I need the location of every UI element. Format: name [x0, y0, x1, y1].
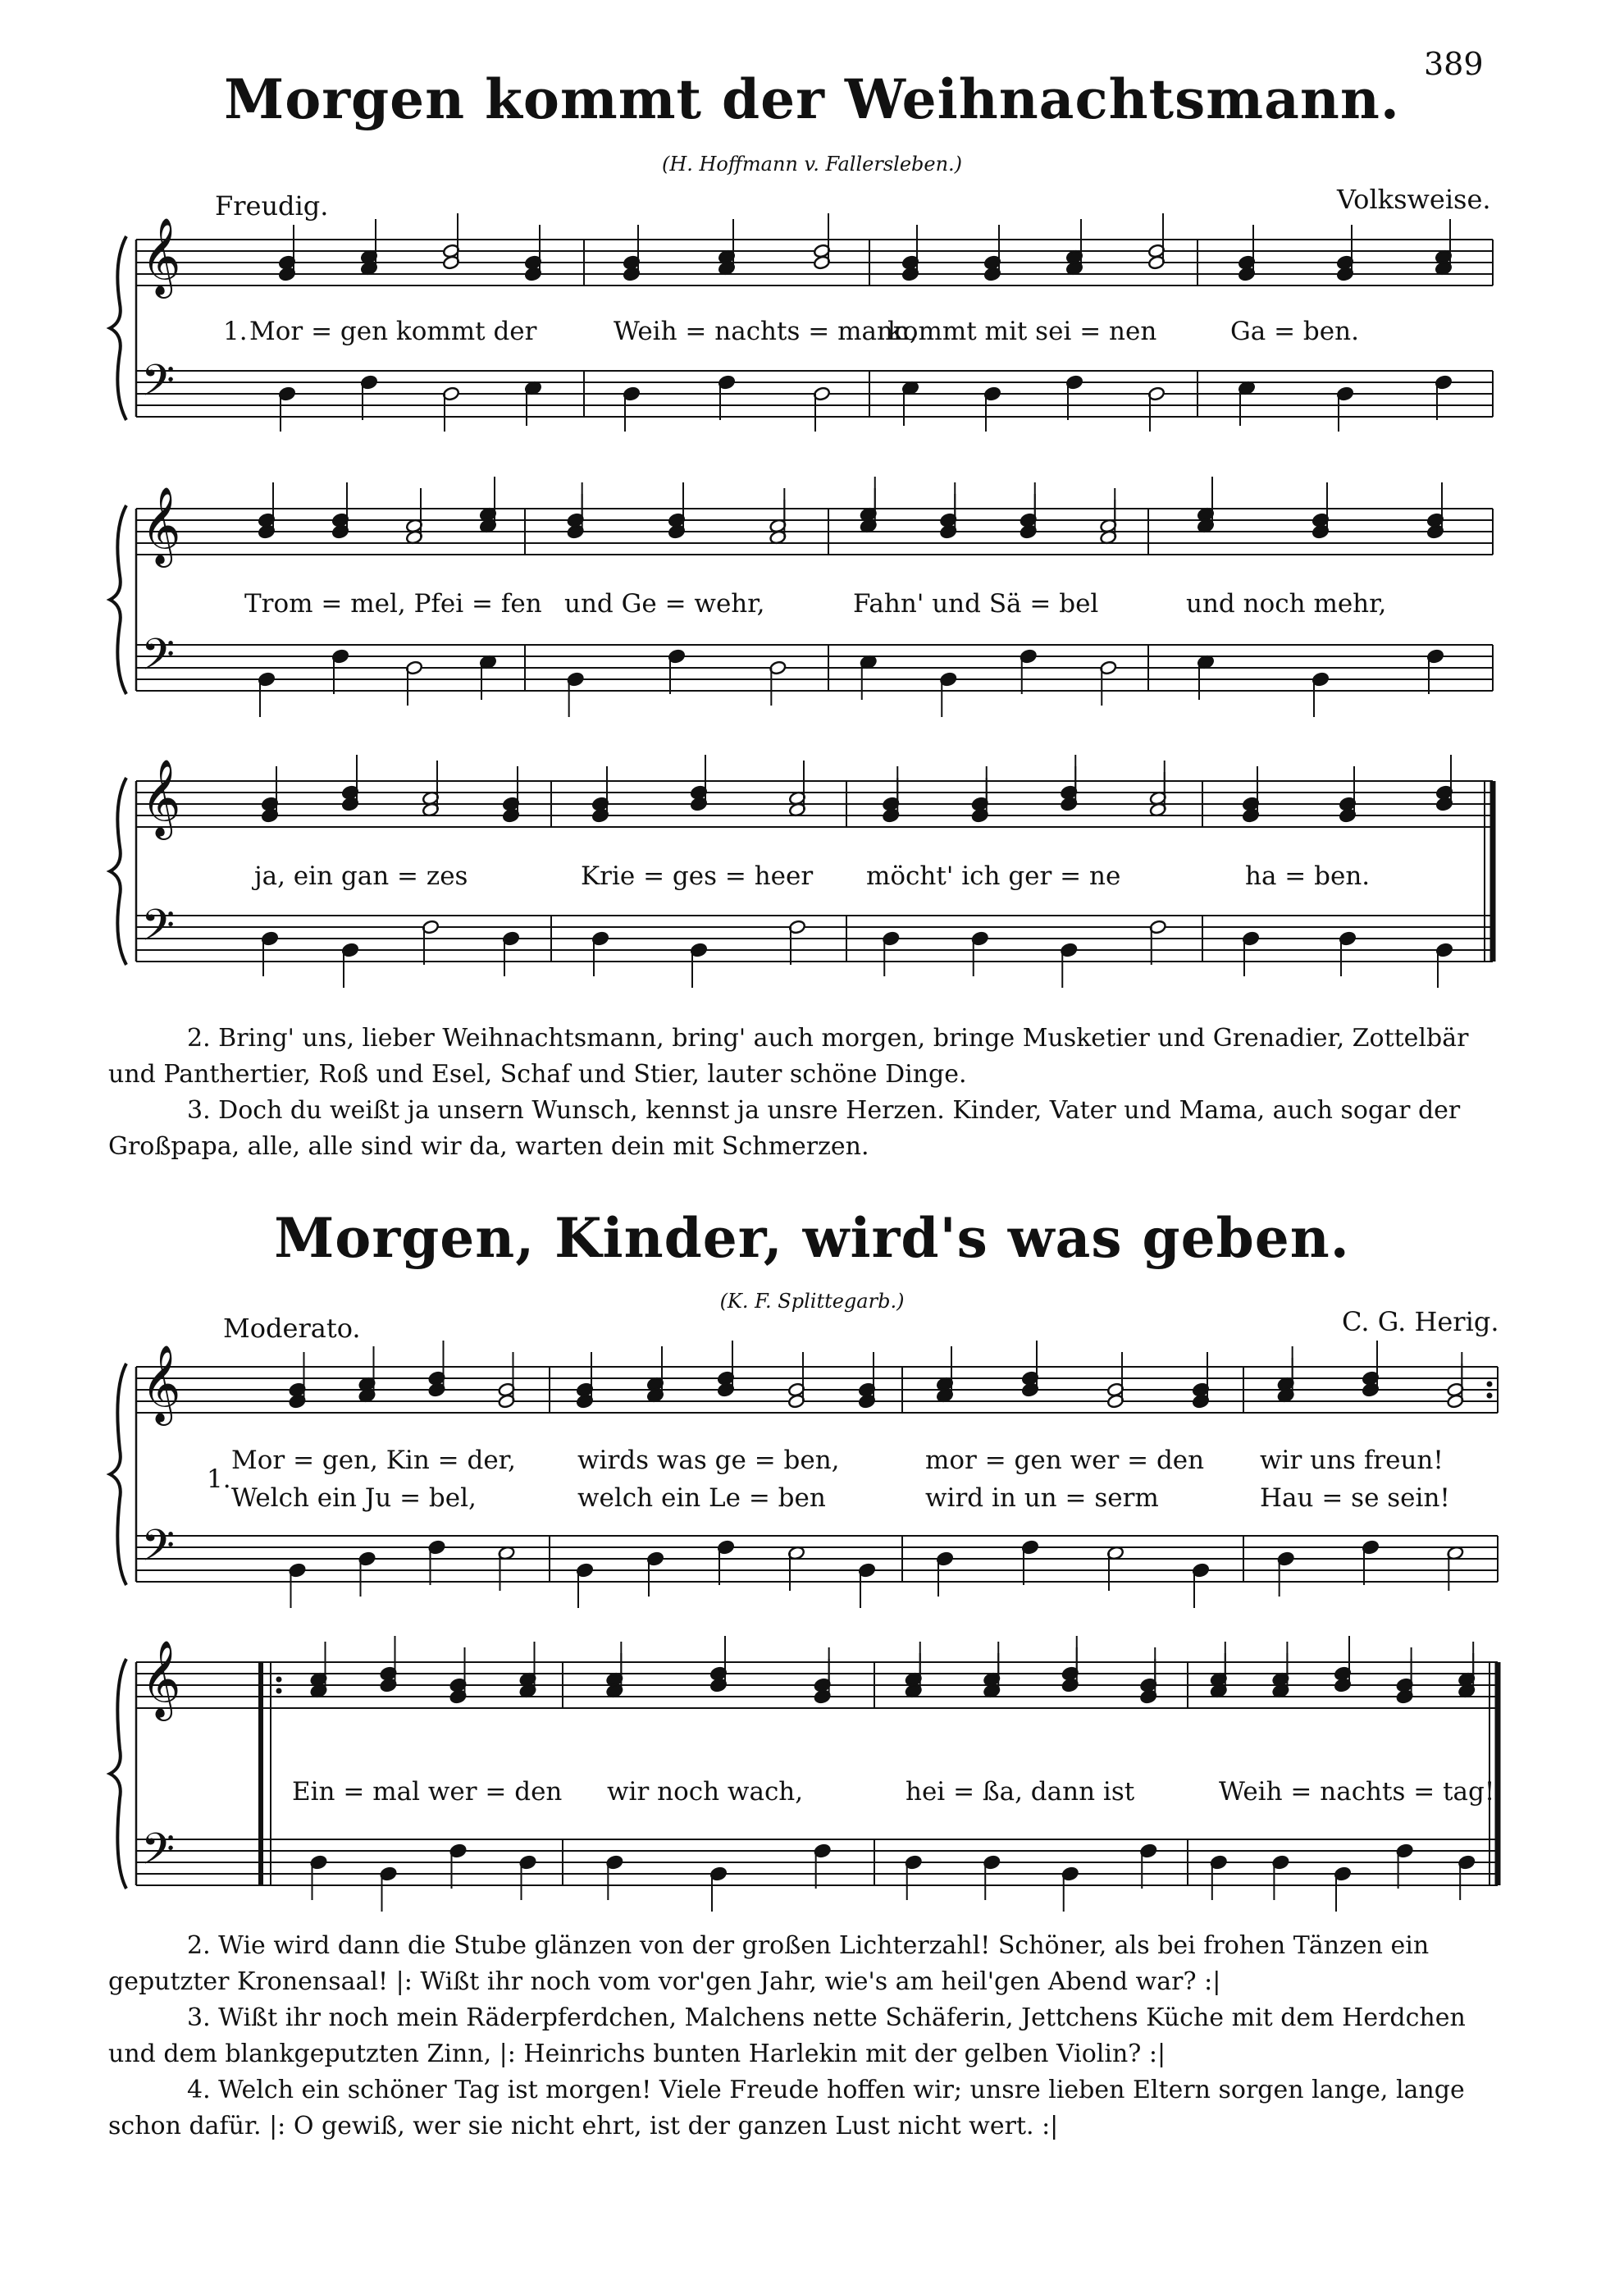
- s2-sys1-l1-2: wirds was ge = ben,: [577, 1446, 840, 1475]
- s2-sys1-l2-3: wird in un = serm: [925, 1483, 1159, 1513]
- bass-clef-icon: 𝄢: [141, 1825, 176, 1885]
- treble-clef-icon: 𝄞: [141, 1345, 181, 1423]
- song2-composer: C. G. Herig.: [1342, 1306, 1499, 1337]
- bass-clef-icon: 𝄢: [141, 356, 176, 417]
- s1-sys2-lyric-1: Trom = mel, Pfei = fen: [244, 589, 542, 619]
- s2-sys2-lyric-4: Weih = nachts = tag!: [1219, 1777, 1495, 1807]
- treble-clef-icon: 𝄞: [141, 1640, 181, 1718]
- s2-sys1-l1-1: Mor = gen, Kin = der,: [231, 1446, 516, 1475]
- song2-verse-3: 3. Wißt ihr noch mein Räderpferdchen, Malchens nette Schäferin, Jettchens Küche mit dem Herdchen und dem blankgeputzten Zinn, |: Heinrichs bunten Harlekin mit der gelben Violin? :|: [108, 2003, 1466, 2068]
- system-brace: [110, 1364, 126, 1585]
- s1-sys1-lyric-1: Mor = gen kommt der: [249, 317, 537, 346]
- system-brace: [110, 1659, 126, 1889]
- song2-verses: [108, 1928, 1519, 2145]
- s1-verse-number: 1.: [223, 317, 248, 346]
- treble-clef-icon: 𝄞: [141, 759, 181, 837]
- system-brace: [110, 505, 126, 694]
- treble-clef-icon: 𝄞: [141, 217, 181, 295]
- repeat-dot: [276, 1688, 282, 1694]
- s1-sys3-lyric-4: ha = ben.: [1245, 861, 1371, 891]
- song1-composer: Volksweise.: [1337, 184, 1491, 215]
- song1-verse-3: 3. Doch du weißt ja unsern Wunsch, kennst ja unsre Herzen. Kinder, Vater und Mama, auch sogar der Großpapa, alle, alle sind wir da, warten dein mit Schmerzen.: [108, 1096, 1461, 1161]
- s2-sys1-l2-1: Welch ein Ju = bel,: [231, 1483, 477, 1513]
- song1-verses: [108, 1021, 1519, 1165]
- song1-tempo: Freudig.: [215, 190, 329, 222]
- system-brace: [110, 778, 126, 965]
- s1-sys3-lyric-1: ja, ein gan = zes: [254, 861, 468, 891]
- s1-sys1-lyric-4: Ga = ben.: [1230, 317, 1359, 346]
- song2-poet: (K. F. Splittegarb.): [719, 1290, 905, 1313]
- s1-sys2-lyric-4: und noch mehr,: [1186, 589, 1387, 619]
- s2-sys1-l1-4: wir uns freun!: [1260, 1446, 1444, 1475]
- s2-sys2-lyric-1: Ein = mal wer = den: [292, 1777, 563, 1807]
- repeat-dot: [276, 1677, 282, 1683]
- song1-title: Morgen kommt der Weihnachtsmann.: [224, 67, 1400, 131]
- song2-verse-2: 2. Wie wird dann die Stube glänzen von der großen Lichterzahl! Schöner, als bei frohen Tänzen ein geputzter Kronensaal! |: Wißt ihr noch vom vor'gen Jahr, wie's am heil'gen Abend war? :|: [108, 1931, 1430, 1996]
- repeat-dot: [1487, 1393, 1493, 1399]
- treble-clef-icon: 𝄞: [141, 487, 181, 564]
- s1-sys3-lyric-3: möcht' ich ger = ne: [866, 861, 1121, 891]
- s1-sys1-lyric-3: kommt mit sei = nen: [887, 317, 1157, 346]
- s1-sys2-lyric-2: und Ge = wehr,: [564, 589, 765, 619]
- song2-verse-4: 4. Welch ein schöner Tag ist morgen! Viele Freude hoffen wir; unsre lieben Eltern sorgen lange, lange schon dafür. |: O gewiß, wer sie nicht ehrt, ist der ganzen Lust nicht wert. :|: [108, 2076, 1465, 2140]
- s2-sys1-l2-4: Hau = se sein!: [1260, 1483, 1450, 1513]
- s2-sys1-l1-3: mor = gen wer = den: [925, 1446, 1205, 1475]
- s2-sys2-lyric-2: wir noch wach,: [607, 1777, 804, 1807]
- song2-title: Morgen, Kinder, wird's was geben.: [274, 1206, 1350, 1270]
- system-brace: [110, 236, 126, 420]
- song2-tempo: Moderato.: [223, 1313, 361, 1344]
- s2-sys1-l2-2: welch ein Le = ben: [577, 1483, 826, 1513]
- s2-verse-number: 1.: [207, 1464, 231, 1494]
- song1-poet: (H. Hoffmann v. Fallersleben.): [661, 153, 963, 176]
- s2-sys2-lyric-3: hei = ßa, dann ist: [906, 1777, 1135, 1807]
- song1-verse-2: 2. Bring' uns, lieber Weihnachtsmann, bring' auch morgen, bringe Musketier und Grenadier, Zottelbär und Panthertier, Roß und Esel, Schaf und Stier, lauter schöne Dinge.: [108, 1024, 1469, 1089]
- s1-sys1-lyric-2: Weih = nachts = mann,: [614, 317, 918, 346]
- bass-clef-icon: 𝄢: [141, 630, 176, 691]
- repeat-dot: [1487, 1382, 1493, 1387]
- s1-sys3-lyric-2: Krie = ges = heer: [581, 861, 814, 891]
- bass-clef-icon: 𝄢: [141, 1521, 176, 1582]
- bass-clef-icon: 𝄢: [141, 901, 176, 962]
- page-number: 389: [1424, 46, 1484, 82]
- s1-sys2-lyric-3: Fahn' und Sä = bel: [853, 589, 1099, 619]
